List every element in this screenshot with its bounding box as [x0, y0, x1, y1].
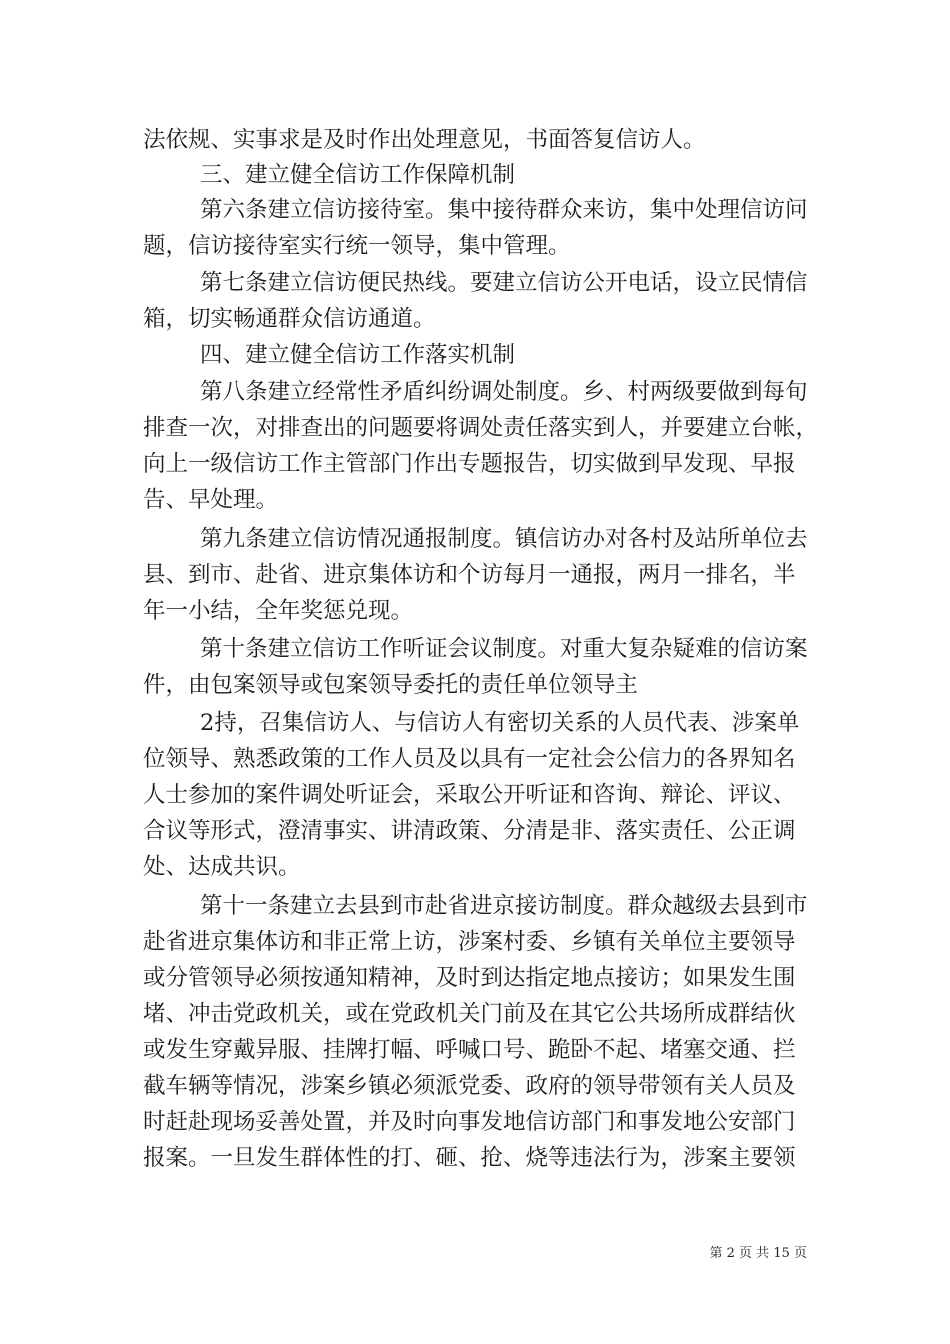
- text-line: 第六条建立信访接待室。集中接待群众来访，集中处理信访问: [200, 197, 808, 223]
- section-heading: 四、建立健全信访工作落实机制: [200, 342, 516, 368]
- text-line: 堵、冲击党政机关，或在党政机关门前及在其它公共场所成群结伙: [143, 1001, 796, 1027]
- text-line: 截车辆等情况，涉案乡镇必须派党委、政府的领导带领有关人员及: [143, 1073, 796, 1099]
- text-line: 处、达成共识。: [143, 854, 301, 880]
- text-line: 合议等形式，澄清事实、讲清政策、分清是非、落实责任、公正调: [143, 818, 796, 844]
- text-line: 题，信访接待室实行统一领导，集中管理。: [143, 233, 571, 259]
- text-line: 件，由包案领导或包案领导委托的责任单位领导主: [143, 672, 639, 698]
- text-line: 第九条建立信访情况通报制度。镇信访办对各村及站所单位去: [200, 526, 808, 552]
- text-line: 第十条建立信访工作听证会议制度。对重大复杂疑难的信访案: [200, 636, 808, 662]
- text-line: 位领导、熟悉政策的工作人员及以具有一定社会公信力的各界知名: [143, 746, 796, 772]
- text-line: 箱，切实畅通群众信访通道。: [143, 306, 436, 332]
- text-line: 年一小结，全年奖惩兑现。: [143, 598, 414, 624]
- text-line: 时赶赴现场妥善处置，并及时向事发地信访部门和事发地公安部门: [143, 1109, 796, 1135]
- text-line: 排查一次，对排查出的问题要将调处责任落实到人，并要建立台帐，: [143, 415, 819, 441]
- text-line: 县、到市、赴省、进京集体访和个访每月一通报，两月一排名，半: [143, 562, 796, 588]
- text-line: 2持，召集信访人、与信访人有密切关系的人员代表、涉案单: [200, 710, 800, 736]
- text-line: 告、早处理。: [143, 487, 279, 513]
- text-line: 报案。一旦发生群体性的打、砸、抢、烧等违法行为，涉案主要领: [143, 1145, 796, 1171]
- text-line: 第七条建立信访便民热线。要建立信访公开电话，设立民情信: [200, 270, 808, 296]
- section-heading: 三、建立健全信访工作保障机制: [200, 162, 516, 188]
- text-line: 第八条建立经常性矛盾纠纷调处制度。乡、村两级要做到每旬: [200, 379, 808, 405]
- text-line: 向上一级信访工作主管部门作出专题报告，切实做到早发现、早报: [143, 451, 796, 477]
- text-line: 人士参加的案件调处听证会，采取公开听证和咨询、辩论、评议、: [143, 782, 796, 808]
- page-number: 第 2 页 共 15 页: [709, 1246, 807, 1261]
- text-line: 法依规、实事求是及时作出处理意见，书面答复信访人。: [143, 127, 706, 153]
- text-line: 赴省进京集体访和非正常上访，涉案村委、乡镇有关单位主要领导: [143, 929, 796, 955]
- text-line: 或发生穿戴异服、挂牌打幅、呼喊口号、跪卧不起、堵塞交通、拦: [143, 1037, 796, 1063]
- text-line: 或分管领导必须按通知精神，及时到达指定地点接访；如果发生围: [143, 965, 796, 991]
- text-line: 第十一条建立去县到市赴省进京接访制度。群众越级去县到市: [200, 893, 808, 919]
